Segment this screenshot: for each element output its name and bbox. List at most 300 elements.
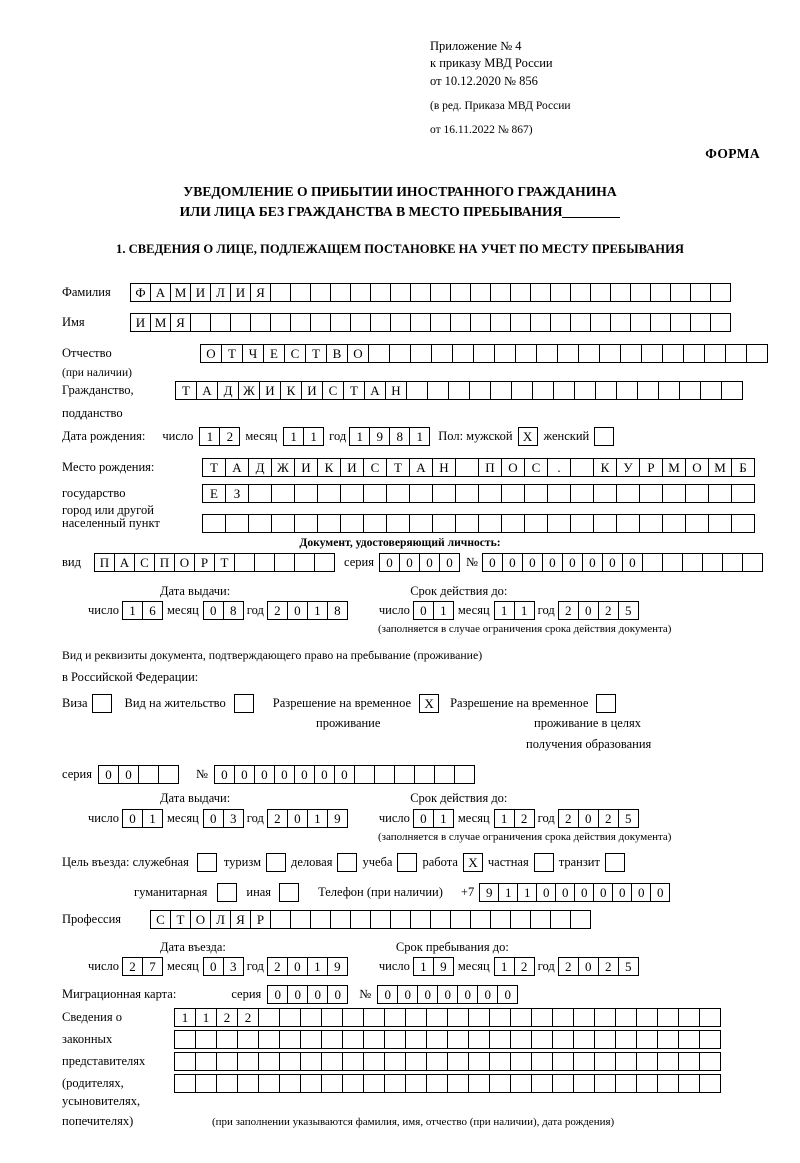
char-cell[interactable] <box>405 1052 427 1071</box>
char-cell[interactable] <box>636 1008 658 1027</box>
char-cell[interactable] <box>570 283 591 302</box>
char-cell[interactable]: Я <box>250 283 271 302</box>
char-cell[interactable] <box>310 313 331 332</box>
char-cell[interactable]: 0 <box>334 765 355 784</box>
char-cell[interactable] <box>410 283 431 302</box>
char-cell[interactable]: И <box>294 458 318 477</box>
char-cell[interactable]: 0 <box>327 985 348 1004</box>
stay-issue-month-input[interactable] <box>203 809 243 828</box>
char-cell[interactable] <box>340 484 364 503</box>
char-cell[interactable]: 2 <box>219 427 240 446</box>
char-cell[interactable] <box>610 283 631 302</box>
char-cell[interactable] <box>594 427 614 446</box>
char-cell[interactable]: С <box>134 553 155 572</box>
purpose-service-checkbox[interactable] <box>197 853 216 872</box>
birthplace-input-row-3[interactable] <box>202 514 754 533</box>
char-cell[interactable] <box>394 765 415 784</box>
char-cell[interactable] <box>363 1052 385 1071</box>
char-cell[interactable] <box>337 853 357 872</box>
char-cell[interactable]: 2 <box>216 1008 238 1027</box>
char-cell[interactable]: 5 <box>618 601 639 620</box>
char-cell[interactable] <box>596 694 616 713</box>
char-cell[interactable] <box>300 1008 322 1027</box>
char-cell[interactable] <box>593 514 617 533</box>
char-cell[interactable]: 8 <box>327 601 348 620</box>
char-cell[interactable] <box>279 1052 301 1071</box>
char-cell[interactable]: Ч <box>242 344 264 363</box>
char-cell[interactable] <box>310 910 331 929</box>
char-cell[interactable] <box>615 1030 637 1049</box>
char-cell[interactable] <box>317 514 341 533</box>
char-cell[interactable]: А <box>150 283 171 302</box>
char-cell[interactable] <box>290 313 311 332</box>
char-cell[interactable] <box>570 313 591 332</box>
char-cell[interactable] <box>384 1030 406 1049</box>
char-cell[interactable] <box>570 514 594 533</box>
char-cell[interactable] <box>570 484 594 503</box>
char-cell[interactable] <box>434 765 455 784</box>
char-cell[interactable]: 0 <box>267 985 288 1004</box>
char-cell[interactable] <box>216 1052 238 1071</box>
char-cell[interactable] <box>431 344 453 363</box>
char-cell[interactable]: 2 <box>598 809 619 828</box>
stayuntil-year-input[interactable] <box>558 957 638 976</box>
char-cell[interactable] <box>578 344 600 363</box>
doc-valid-month-input[interactable] <box>494 601 534 620</box>
char-cell[interactable]: 0 <box>377 985 398 1004</box>
char-cell[interactable]: 1 <box>494 601 515 620</box>
char-cell[interactable] <box>510 1030 532 1049</box>
char-cell[interactable] <box>363 1030 385 1049</box>
char-cell[interactable]: К <box>593 458 617 477</box>
char-cell[interactable]: 1 <box>142 809 163 828</box>
char-cell[interactable] <box>642 553 663 572</box>
char-cell[interactable] <box>573 1008 595 1027</box>
doc-number-input[interactable] <box>482 553 762 572</box>
char-cell[interactable] <box>409 484 433 503</box>
char-cell[interactable]: 1 <box>283 427 304 446</box>
char-cell[interactable] <box>92 694 112 713</box>
char-cell[interactable]: Т <box>343 381 365 400</box>
char-cell[interactable]: 1 <box>494 809 515 828</box>
char-cell[interactable] <box>593 484 617 503</box>
char-cell[interactable] <box>314 553 335 572</box>
char-cell[interactable] <box>685 484 709 503</box>
char-cell[interactable] <box>363 1074 385 1093</box>
char-cell[interactable] <box>426 1030 448 1049</box>
char-cell[interactable]: А <box>364 381 386 400</box>
char-cell[interactable] <box>426 1074 448 1093</box>
char-cell[interactable] <box>557 344 579 363</box>
char-cell[interactable] <box>258 1008 280 1027</box>
char-cell[interactable]: 1 <box>514 601 535 620</box>
stay-issue-year-input[interactable] <box>267 809 347 828</box>
birthplace-input-row-1[interactable] <box>202 458 754 477</box>
char-cell[interactable]: 3 <box>223 809 244 828</box>
char-cell[interactable] <box>248 484 272 503</box>
char-cell[interactable]: С <box>524 458 548 477</box>
char-cell[interactable]: 0 <box>497 985 518 1004</box>
char-cell[interactable] <box>594 1030 616 1049</box>
char-cell[interactable] <box>662 344 684 363</box>
char-cell[interactable] <box>384 1008 406 1027</box>
char-cell[interactable] <box>174 1074 196 1093</box>
char-cell[interactable]: 5 <box>618 809 639 828</box>
char-cell[interactable] <box>641 344 663 363</box>
char-cell[interactable] <box>390 283 411 302</box>
char-cell[interactable] <box>574 381 596 400</box>
char-cell[interactable] <box>473 344 495 363</box>
char-cell[interactable]: X <box>419 694 439 713</box>
char-cell[interactable] <box>616 484 640 503</box>
char-cell[interactable] <box>342 1008 364 1027</box>
char-cell[interactable] <box>468 1074 490 1093</box>
char-cell[interactable]: 0 <box>287 957 308 976</box>
char-cell[interactable]: С <box>150 910 171 929</box>
char-cell[interactable] <box>722 553 743 572</box>
char-cell[interactable] <box>699 1052 721 1071</box>
purpose-tourism-checkbox[interactable] <box>266 853 285 872</box>
char-cell[interactable]: 0 <box>419 553 440 572</box>
sex-male-checkbox[interactable] <box>518 427 537 446</box>
char-cell[interactable] <box>350 313 371 332</box>
char-cell[interactable] <box>234 694 254 713</box>
char-cell[interactable] <box>510 1008 532 1027</box>
char-cell[interactable] <box>657 1008 679 1027</box>
char-cell[interactable] <box>721 381 743 400</box>
char-cell[interactable]: 0 <box>122 809 143 828</box>
char-cell[interactable] <box>427 381 449 400</box>
char-cell[interactable]: О <box>190 910 211 929</box>
char-cell[interactable] <box>657 1052 679 1071</box>
char-cell[interactable] <box>279 1030 301 1049</box>
char-cell[interactable]: 0 <box>203 809 224 828</box>
char-cell[interactable]: 0 <box>437 985 458 1004</box>
char-cell[interactable] <box>386 484 410 503</box>
char-cell[interactable]: 0 <box>457 985 478 1004</box>
stay-valid-month-input[interactable] <box>494 809 534 828</box>
char-cell[interactable] <box>670 313 691 332</box>
birthplace-input-row-2[interactable] <box>202 484 754 503</box>
char-cell[interactable]: С <box>363 458 387 477</box>
char-cell[interactable] <box>290 283 311 302</box>
char-cell[interactable] <box>657 1074 679 1093</box>
char-cell[interactable] <box>430 313 451 332</box>
char-cell[interactable] <box>552 1074 574 1093</box>
char-cell[interactable] <box>410 344 432 363</box>
char-cell[interactable] <box>370 910 391 929</box>
char-cell[interactable] <box>390 313 411 332</box>
char-cell[interactable]: Т <box>386 458 410 477</box>
char-cell[interactable]: Т <box>221 344 243 363</box>
char-cell[interactable] <box>197 853 217 872</box>
char-cell[interactable] <box>174 1030 196 1049</box>
char-cell[interactable]: Л <box>210 910 231 929</box>
char-cell[interactable] <box>610 313 631 332</box>
char-cell[interactable] <box>552 1030 574 1049</box>
char-cell[interactable] <box>266 853 286 872</box>
char-cell[interactable] <box>510 910 531 929</box>
birth-day-input[interactable] <box>199 427 239 446</box>
char-cell[interactable] <box>650 313 671 332</box>
char-cell[interactable]: 0 <box>622 553 643 572</box>
char-cell[interactable]: О <box>347 344 369 363</box>
char-cell[interactable]: Я <box>170 313 191 332</box>
char-cell[interactable]: Ж <box>271 458 295 477</box>
doc-issue-day-input[interactable] <box>122 601 162 620</box>
char-cell[interactable]: К <box>317 458 341 477</box>
char-cell[interactable]: 9 <box>479 883 499 902</box>
char-cell[interactable] <box>530 313 551 332</box>
char-cell[interactable]: И <box>190 283 211 302</box>
char-cell[interactable] <box>573 1074 595 1093</box>
char-cell[interactable] <box>573 1052 595 1071</box>
char-cell[interactable] <box>330 910 351 929</box>
char-cell[interactable] <box>678 1030 700 1049</box>
char-cell[interactable] <box>237 1052 259 1071</box>
char-cell[interactable] <box>725 344 747 363</box>
char-cell[interactable] <box>452 344 474 363</box>
char-cell[interactable] <box>237 1074 259 1093</box>
char-cell[interactable]: 1 <box>349 427 370 446</box>
char-cell[interactable] <box>550 910 571 929</box>
char-cell[interactable]: 0 <box>542 553 563 572</box>
char-cell[interactable] <box>742 553 763 572</box>
char-cell[interactable] <box>682 553 703 572</box>
char-cell[interactable] <box>685 514 709 533</box>
char-cell[interactable] <box>531 1052 553 1071</box>
char-cell[interactable] <box>599 344 621 363</box>
surname-input[interactable] <box>130 283 730 302</box>
char-cell[interactable] <box>710 283 731 302</box>
citizenship-input[interactable] <box>175 381 742 400</box>
char-cell[interactable]: 1 <box>307 809 328 828</box>
char-cell[interactable]: П <box>94 553 115 572</box>
char-cell[interactable]: С <box>322 381 344 400</box>
char-cell[interactable] <box>699 1074 721 1093</box>
char-cell[interactable]: 0 <box>562 553 583 572</box>
char-cell[interactable]: Н <box>385 381 407 400</box>
purpose-business-checkbox[interactable] <box>337 853 356 872</box>
char-cell[interactable] <box>573 1030 595 1049</box>
char-cell[interactable]: 1 <box>517 883 537 902</box>
char-cell[interactable] <box>595 381 617 400</box>
char-cell[interactable] <box>390 910 411 929</box>
entry-day-input[interactable] <box>122 957 162 976</box>
entry-month-input[interactable] <box>203 957 243 976</box>
char-cell[interactable] <box>342 1030 364 1049</box>
char-cell[interactable] <box>430 283 451 302</box>
char-cell[interactable]: 0 <box>612 883 632 902</box>
char-cell[interactable] <box>363 1008 385 1027</box>
char-cell[interactable]: 0 <box>602 553 623 572</box>
char-cell[interactable] <box>363 484 387 503</box>
char-cell[interactable] <box>250 313 271 332</box>
char-cell[interactable] <box>530 283 551 302</box>
doc-series-input[interactable] <box>379 553 459 572</box>
char-cell[interactable]: Ф <box>130 283 151 302</box>
purpose-other-checkbox[interactable] <box>279 883 298 902</box>
char-cell[interactable]: 1 <box>494 957 515 976</box>
char-cell[interactable]: 0 <box>578 809 599 828</box>
stay-series-input[interactable] <box>98 765 178 784</box>
char-cell[interactable]: 2 <box>267 809 288 828</box>
char-cell[interactable] <box>594 1008 616 1027</box>
char-cell[interactable] <box>708 484 732 503</box>
char-cell[interactable] <box>294 514 318 533</box>
char-cell[interactable]: X <box>463 853 483 872</box>
char-cell[interactable] <box>195 1052 217 1071</box>
char-cell[interactable] <box>300 1052 322 1071</box>
char-cell[interactable]: М <box>708 458 732 477</box>
char-cell[interactable]: 0 <box>417 985 438 1004</box>
char-cell[interactable] <box>510 1074 532 1093</box>
char-cell[interactable] <box>270 313 291 332</box>
stay-issue-day-input[interactable] <box>122 809 162 828</box>
sex-female-checkbox[interactable] <box>594 427 613 446</box>
char-cell[interactable] <box>670 283 691 302</box>
char-cell[interactable] <box>450 313 471 332</box>
char-cell[interactable]: П <box>154 553 175 572</box>
char-cell[interactable] <box>321 1008 343 1027</box>
char-cell[interactable]: 2 <box>558 809 579 828</box>
char-cell[interactable]: 1 <box>433 809 454 828</box>
char-cell[interactable] <box>510 283 531 302</box>
char-cell[interactable]: 0 <box>214 765 235 784</box>
char-cell[interactable] <box>704 344 726 363</box>
char-cell[interactable]: О <box>200 344 222 363</box>
char-cell[interactable] <box>690 313 711 332</box>
char-cell[interactable] <box>594 1074 616 1093</box>
char-cell[interactable]: С <box>284 344 306 363</box>
char-cell[interactable] <box>594 1052 616 1071</box>
char-cell[interactable]: 0 <box>287 809 308 828</box>
char-cell[interactable] <box>658 381 680 400</box>
char-cell[interactable]: 0 <box>650 883 670 902</box>
char-cell[interactable]: 1 <box>307 601 328 620</box>
char-cell[interactable] <box>501 514 525 533</box>
purpose-study-checkbox[interactable] <box>397 853 416 872</box>
char-cell[interactable]: 0 <box>98 765 119 784</box>
char-cell[interactable] <box>270 910 291 929</box>
char-cell[interactable] <box>746 344 768 363</box>
char-cell[interactable] <box>683 344 705 363</box>
char-cell[interactable] <box>225 514 249 533</box>
char-cell[interactable] <box>662 553 683 572</box>
char-cell[interactable] <box>489 1074 511 1093</box>
char-cell[interactable]: 0 <box>574 883 594 902</box>
char-cell[interactable]: 9 <box>327 957 348 976</box>
char-cell[interactable] <box>650 283 671 302</box>
char-cell[interactable] <box>534 853 554 872</box>
char-cell[interactable]: 0 <box>294 765 315 784</box>
char-cell[interactable]: Е <box>263 344 285 363</box>
stayuntil-day-input[interactable] <box>413 957 453 976</box>
char-cell[interactable] <box>690 283 711 302</box>
char-cell[interactable] <box>279 1008 301 1027</box>
char-cell[interactable]: И <box>259 381 281 400</box>
char-cell[interactable] <box>468 1052 490 1071</box>
char-cell[interactable] <box>294 484 318 503</box>
char-cell[interactable]: 8 <box>389 427 410 446</box>
char-cell[interactable] <box>410 910 431 929</box>
char-cell[interactable] <box>532 381 554 400</box>
char-cell[interactable] <box>510 313 531 332</box>
char-cell[interactable] <box>406 381 428 400</box>
char-cell[interactable]: 1 <box>122 601 143 620</box>
char-cell[interactable]: 2 <box>514 809 535 828</box>
temp-residence-checkbox[interactable] <box>419 694 438 713</box>
char-cell[interactable]: 0 <box>379 553 400 572</box>
char-cell[interactable] <box>639 514 663 533</box>
char-cell[interactable] <box>321 1074 343 1093</box>
char-cell[interactable] <box>384 1052 406 1071</box>
char-cell[interactable] <box>531 1008 553 1027</box>
char-cell[interactable] <box>615 1052 637 1071</box>
char-cell[interactable] <box>450 910 471 929</box>
char-cell[interactable] <box>230 313 251 332</box>
char-cell[interactable]: 1 <box>303 427 324 446</box>
char-cell[interactable] <box>237 1030 259 1049</box>
char-cell[interactable] <box>657 1030 679 1049</box>
char-cell[interactable]: 0 <box>413 601 434 620</box>
char-cell[interactable] <box>636 1052 658 1071</box>
char-cell[interactable]: К <box>280 381 302 400</box>
char-cell[interactable] <box>195 1030 217 1049</box>
char-cell[interactable] <box>468 1008 490 1027</box>
char-cell[interactable]: 0 <box>439 553 460 572</box>
char-cell[interactable] <box>447 1030 469 1049</box>
char-cell[interactable] <box>386 514 410 533</box>
legal-rep-row-3[interactable] <box>174 1052 720 1071</box>
char-cell[interactable]: М <box>662 458 686 477</box>
char-cell[interactable] <box>354 765 375 784</box>
char-cell[interactable]: 0 <box>397 985 418 1004</box>
char-cell[interactable]: З <box>225 484 249 503</box>
char-cell[interactable] <box>279 883 299 902</box>
char-cell[interactable] <box>478 514 502 533</box>
char-cell[interactable]: В <box>326 344 348 363</box>
char-cell[interactable]: А <box>196 381 218 400</box>
char-cell[interactable]: 0 <box>399 553 420 572</box>
char-cell[interactable] <box>202 514 226 533</box>
char-cell[interactable] <box>370 313 391 332</box>
char-cell[interactable]: 0 <box>522 553 543 572</box>
char-cell[interactable]: 0 <box>477 985 498 1004</box>
char-cell[interactable]: Р <box>194 553 215 572</box>
char-cell[interactable]: 9 <box>327 809 348 828</box>
char-cell[interactable]: Л <box>210 283 231 302</box>
char-cell[interactable]: О <box>174 553 195 572</box>
char-cell[interactable]: 0 <box>118 765 139 784</box>
char-cell[interactable] <box>636 1074 658 1093</box>
char-cell[interactable] <box>699 1008 721 1027</box>
char-cell[interactable] <box>321 1052 343 1071</box>
char-cell[interactable]: 0 <box>502 553 523 572</box>
char-cell[interactable] <box>368 344 390 363</box>
char-cell[interactable]: Я <box>230 910 251 929</box>
entry-year-input[interactable] <box>267 957 347 976</box>
char-cell[interactable]: О <box>685 458 709 477</box>
char-cell[interactable] <box>469 381 491 400</box>
char-cell[interactable] <box>294 553 315 572</box>
char-cell[interactable] <box>370 283 391 302</box>
char-cell[interactable] <box>700 381 722 400</box>
char-cell[interactable] <box>478 484 502 503</box>
char-cell[interactable] <box>678 1074 700 1093</box>
char-cell[interactable]: 0 <box>536 883 556 902</box>
char-cell[interactable] <box>615 1074 637 1093</box>
